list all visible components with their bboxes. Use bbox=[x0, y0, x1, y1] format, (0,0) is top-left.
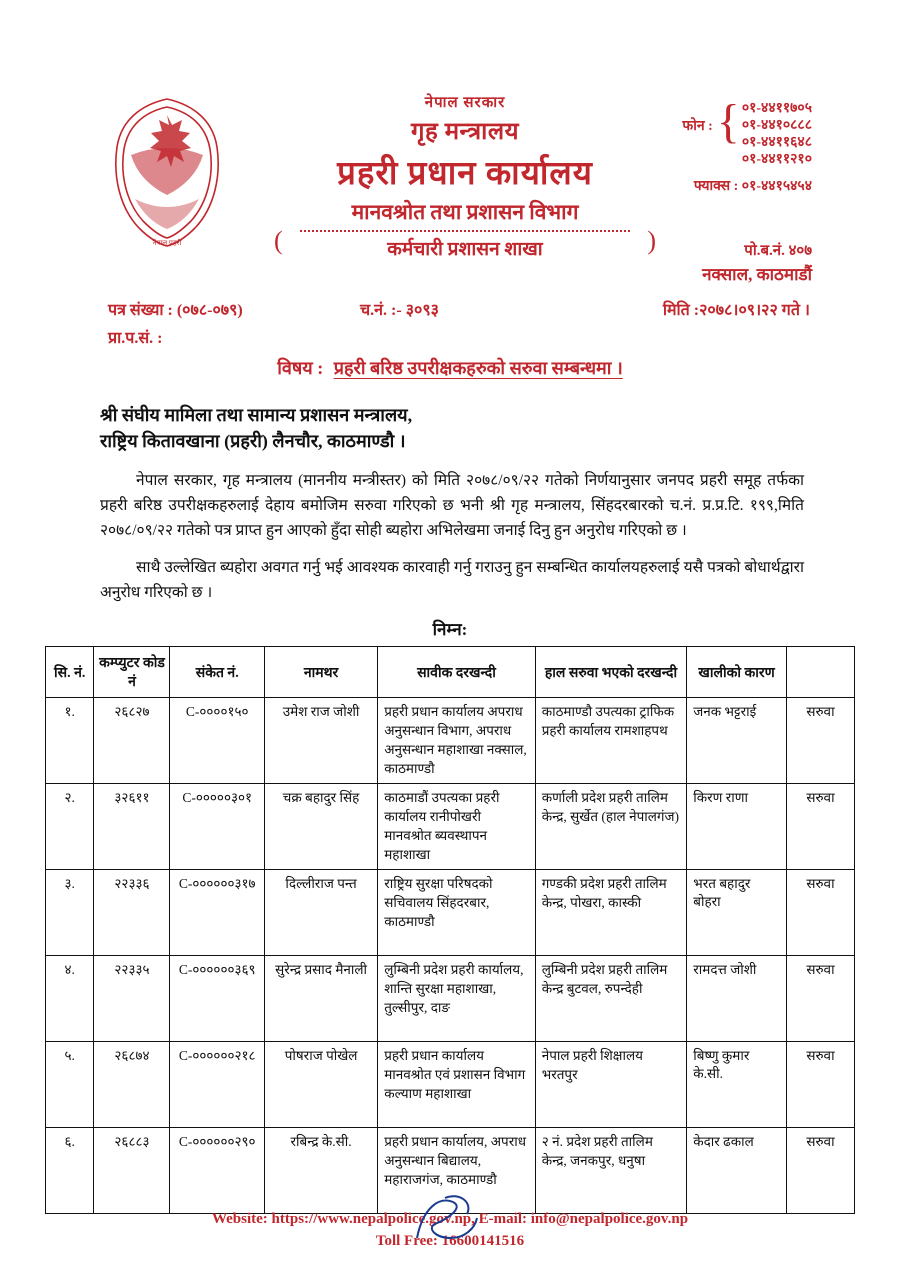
col-extra bbox=[786, 647, 854, 698]
table-head bbox=[46, 647, 855, 698]
letter-body bbox=[100, 468, 804, 605]
cell-reason: सरुवा bbox=[786, 956, 854, 1042]
cell-vacancy: बिष्णु कुमार के.सी. bbox=[687, 1042, 787, 1128]
pra-pa-sa: प्रा.प.सं. : bbox=[108, 330, 163, 347]
table-row bbox=[46, 1042, 855, 1128]
cell-si: ३. bbox=[46, 870, 94, 956]
nepal-police-emblem-icon bbox=[95, 95, 240, 250]
cell-name: सुरेन्द्र प्रसाद मैनाली bbox=[264, 956, 377, 1042]
paren-left: ( bbox=[274, 226, 283, 255]
letterhead-center bbox=[250, 92, 680, 261]
transfer-table bbox=[45, 646, 855, 1214]
cell-name: चक्र बहादुर सिंह bbox=[264, 784, 377, 870]
cell-sanket: C-००००१५० bbox=[170, 698, 264, 784]
cell-si: ४. bbox=[46, 956, 94, 1042]
cell-reason: सरुवा bbox=[786, 698, 854, 784]
addressee-line: राष्ट्रिय कितावखाना (प्रहरी) लैनचौर, काठमाण्डौ । bbox=[100, 431, 406, 451]
cell-old-post: लुम्बिनी प्रदेश प्रहरी कार्यालय, शान्ति सुरक्षा महाशाखा, तुल्सीपुर, दाङ bbox=[378, 956, 536, 1042]
table-header-row bbox=[46, 647, 855, 698]
phone-brace-icon: { bbox=[716, 95, 740, 148]
subject-label: विषय : bbox=[277, 358, 324, 378]
cell-reason: सरुवा bbox=[786, 784, 854, 870]
branch-name: कर्मचारी प्रशासन शाखा bbox=[387, 239, 543, 260]
cell-sanket: C-०००००३०१ bbox=[170, 784, 264, 870]
cell-name: उमेश राज जोशी bbox=[264, 698, 377, 784]
phone-number: ०१-४४११२१० bbox=[741, 152, 812, 167]
cell-new-post: २ नं. प्रदेश प्रहरी तालिम केन्द्र, जनकपुर, धनुषा bbox=[535, 1128, 687, 1214]
cell-sanket: C-००००००२९० bbox=[170, 1128, 264, 1214]
cell-old-post: प्रहरी प्रधान कार्यालय अपराध अनुसन्धान विभाग, अपराध अनुसन्धान महाशाखा नक्साल, काठमाण्डौ bbox=[378, 698, 536, 784]
reference-line bbox=[0, 290, 900, 352]
col-sanket: संकेत नं. bbox=[170, 647, 264, 698]
cell-sanket: C-००००००२१८ bbox=[170, 1042, 264, 1128]
addressee-line: श्री संघीय मामिला तथा सामान्य प्रशासन मन्त्रालय, bbox=[100, 405, 413, 425]
cell-code: ३२६११ bbox=[94, 784, 170, 870]
cell-vacancy: भरत बहादुर बोहरा bbox=[687, 870, 787, 956]
letterhead bbox=[0, 0, 900, 290]
office-address: नक्साल, काठमाडौं bbox=[702, 265, 812, 284]
cell-name: पोषराज पोखेल bbox=[264, 1042, 377, 1128]
col-si: सि. नं. bbox=[46, 647, 94, 698]
cell-code: २२३३६ bbox=[94, 870, 170, 956]
cell-si: २. bbox=[46, 784, 94, 870]
body-paragraph: साथै उल्लेखित ब्यहोरा अवगत गर्नु भई आवश्यक कारवाही गर्नु गराउनु हुन सम्बन्धित कार्यालयहरुलाई यसै पत्रको बोधार्थद्वारा अनुरोध गरिएको छ । bbox=[100, 559, 804, 601]
document-footer bbox=[0, 1208, 900, 1252]
paren-right: ) bbox=[647, 226, 656, 255]
cell-name: दिल्लीराज पन्त bbox=[264, 870, 377, 956]
cell-code: २२३३५ bbox=[94, 956, 170, 1042]
cell-sanket: C-००००००३१७ bbox=[170, 870, 264, 956]
cell-si: ५. bbox=[46, 1042, 94, 1128]
table-row bbox=[46, 698, 855, 784]
col-vacancy-reason: खालीको कारण bbox=[687, 647, 787, 698]
cell-vacancy: जनक भट्टराई bbox=[687, 698, 787, 784]
col-name: नामथर bbox=[264, 647, 377, 698]
department-name: मानवश्रोत तथा प्रशासन विभाग bbox=[351, 200, 579, 224]
ministry-name: गृह मन्त्रालय bbox=[410, 119, 520, 145]
body-paragraph: नेपाल सरकार, गृह मन्त्रालय (माननीय मन्त्रीस्तर) को मिति २०७८/०९/२२ गतेको निर्णयानुसार जनपद प्रहरी समूह तर्फका प्रहरी बरिष्ठ उपरीक्षकहरुलाई देहाय बमोजिम सरुवा गरिएको छ भनी श्री गृह मन्त्रालय, सिंहदरबारको च.नं. प्र.प्र.टि. १९९,मिति २०७८/०९/२२ गतेको पत्र प्राप्त हुन आएको हुँदा सोही ब्यहोरा अभिलेखमा जनाई दिनु हुन अनुरोध गरिएको छ । bbox=[100, 472, 804, 539]
fax-number: फ्याक्स : ०१-४४१५४५४ bbox=[693, 179, 812, 194]
cell-si: ६. bbox=[46, 1128, 94, 1214]
cell-old-post: राष्ट्रिय सुरक्षा परिषदको सचिवालय सिंहदरबार, काठमाण्डौ bbox=[378, 870, 536, 956]
table-row bbox=[46, 1128, 855, 1214]
cha-number: च.नं. :- ३०९३ bbox=[360, 302, 439, 319]
phone-label: फोन : bbox=[682, 119, 713, 134]
cell-sanket: C-००००००३६९ bbox=[170, 956, 264, 1042]
table-row bbox=[46, 956, 855, 1042]
cell-name: रबिन्द्र के.सी. bbox=[264, 1128, 377, 1214]
cell-code: २६८२७ bbox=[94, 698, 170, 784]
nimna-heading: निम्न: bbox=[432, 620, 468, 639]
office-title: प्रहरी प्रधान कार्यालय bbox=[337, 156, 593, 192]
cell-reason: सरुवा bbox=[786, 1042, 854, 1128]
phone-block bbox=[682, 95, 812, 168]
col-computer-code: कम्प्युटर कोड नं bbox=[94, 647, 170, 698]
government-name: नेपाल सरकार bbox=[424, 95, 506, 111]
dotted-divider bbox=[300, 230, 630, 232]
cell-vacancy: केदार ढकाल bbox=[687, 1128, 787, 1214]
cell-vacancy: रामदत्त जोशी bbox=[687, 956, 787, 1042]
subject-line bbox=[0, 356, 900, 380]
branch-wrapper bbox=[250, 226, 680, 261]
col-new-post: हाल सरुवा भएको दरखन्दी bbox=[535, 647, 687, 698]
cell-new-post: गण्डकी प्रदेश प्रहरी तालिम केन्द्र, पोखरा, कास्की bbox=[535, 870, 687, 956]
patra-sankhya: पत्र संख्या : (०७८-०७९) bbox=[108, 302, 243, 319]
cell-new-post: लुम्बिनी प्रदेश प्रहरी तालिम केन्द्र बुटवल, रुपन्देही bbox=[535, 956, 687, 1042]
svg-text:नेपाल प्रहरी: नेपाल प्रहरी bbox=[152, 239, 182, 247]
addressee bbox=[100, 402, 900, 454]
cell-new-post: काठमाण्डौ उपत्यका ट्राफिक प्रहरी कार्यालय रामशाहपथ bbox=[535, 698, 687, 784]
cell-reason: सरुवा bbox=[786, 870, 854, 956]
po-box: पो.ब.नं. ४०७ bbox=[744, 243, 812, 259]
table-body bbox=[46, 698, 855, 1214]
subject-text: प्रहरी बरिष्ठ उपरीक्षकहरुको सरुवा सम्बन्धमा । bbox=[333, 358, 623, 378]
cell-code: २६८८३ bbox=[94, 1128, 170, 1214]
letter-date: मिति :२०७८।०९।२२ गते । bbox=[662, 302, 810, 319]
phone-number: ०१-४४११६४८ bbox=[741, 135, 812, 150]
cell-new-post: नेपाल प्रहरी शिक्षालय भरतपुर bbox=[535, 1042, 687, 1128]
footer-tollfree: Toll Free: 16600141516 bbox=[375, 1233, 525, 1249]
phone-number: ०१-४४१०८८८ bbox=[741, 118, 812, 133]
cell-code: २६८७४ bbox=[94, 1042, 170, 1128]
cell-old-post: प्रहरी प्रधान कार्यालय, अपराध अनुसन्धान बिद्यालय, महाराजगंज, काठमाण्डौ bbox=[378, 1128, 536, 1214]
phone-numbers bbox=[742, 100, 812, 168]
col-old-post: सावीक दरखन्दी bbox=[378, 647, 536, 698]
cell-old-post: काठमाडौं उपत्यका प्रहरी कार्यालय रानीपोखरी मानवश्रोत ब्यवस्थापन महाशाखा bbox=[378, 784, 536, 870]
table-row bbox=[46, 870, 855, 956]
cell-old-post: प्रहरी प्रधान कार्यालय मानवश्रोत एवं प्रशासन विभाग कल्याण महाशाखा bbox=[378, 1042, 536, 1128]
cell-reason: सरुवा bbox=[786, 1128, 854, 1214]
table-row bbox=[46, 784, 855, 870]
cell-si: १. bbox=[46, 698, 94, 784]
footer-website: Website: https://www.nepalpolice.gov.np, E-mail: info@nepalpolice.gov.np bbox=[211, 1211, 689, 1227]
cell-vacancy: किरण राणा bbox=[687, 784, 787, 870]
cell-new-post: कर्णाली प्रदेश प्रहरी तालिम केन्द्र, सुर्खेत (हाल नेपालगंज) bbox=[535, 784, 687, 870]
phone-number: ०१-४४११७०५ bbox=[741, 101, 812, 116]
